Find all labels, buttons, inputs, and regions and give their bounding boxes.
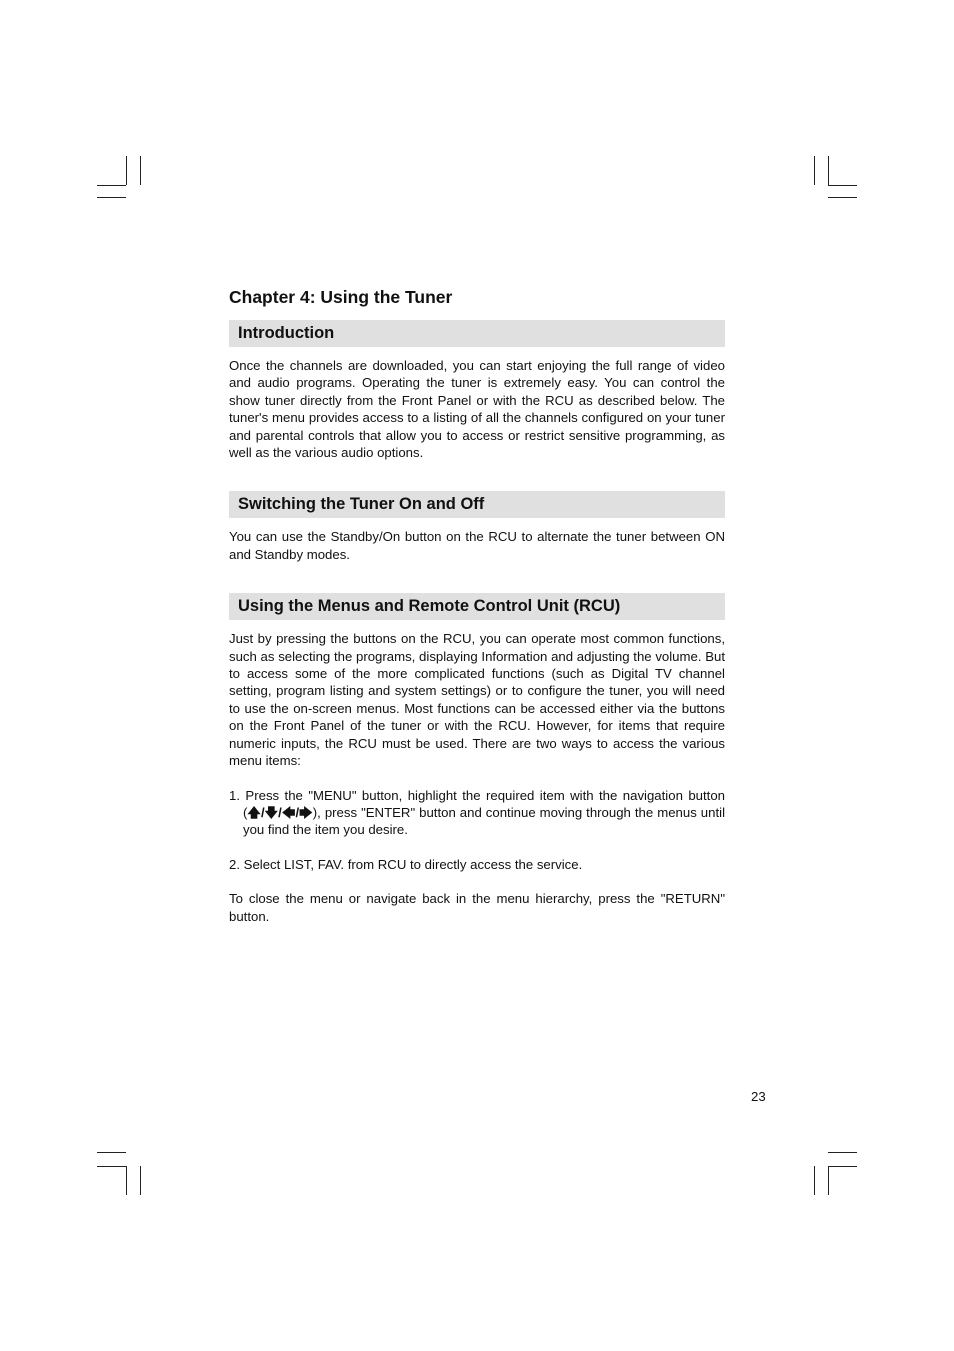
crop-mark-top-right-horizontal xyxy=(828,185,857,186)
list-item-menu-text-before: 1. Press the "MENU" button, highlight the required item with the navigation button ( xyxy=(229,787,725,820)
section-heading-switching: Switching the Tuner On and Off xyxy=(229,491,725,518)
list-item-select-list: 2. Select LIST, FAV. from RCU to directly access the service. xyxy=(229,856,583,872)
navigation-arrows-icon: 🡅/🡇/🡄/🡆 xyxy=(247,804,313,820)
crop-mark-bottom-left-vertical-outer xyxy=(140,1166,141,1195)
crop-mark-bottom-right-horizontal-outer xyxy=(828,1152,857,1153)
section-heading-introduction: Introduction xyxy=(229,320,725,347)
crop-mark-top-right-vertical-outer xyxy=(814,156,815,185)
crop-mark-bottom-left-horizontal-outer xyxy=(97,1152,126,1153)
crop-mark-top-right-vertical xyxy=(828,156,829,185)
closing-paragraph: To close the menu or navigate back in the menu hierarchy, press the "RETURN" button. xyxy=(229,891,725,924)
list-item-menu-text-after: ), press "ENTER" button and continue moving through the menus until you find the item you desire. xyxy=(243,804,725,838)
crop-mark-bottom-right-vertical-outer xyxy=(814,1166,815,1195)
crop-mark-top-left-horizontal xyxy=(97,185,126,186)
page-content xyxy=(229,284,725,925)
crop-mark-top-left-vertical-outer xyxy=(140,156,141,185)
switching-paragraph: You can use the Standby/On button on the RCU to alternate the tuner between ON and Standby modes. xyxy=(229,529,725,562)
page-number: 23 xyxy=(751,1089,766,1104)
crop-mark-top-right-horizontal-outer xyxy=(828,197,857,198)
introduction-paragraph: Once the channels are downloaded, you can start enjoying the full range of video and audio programs. Operating the tuner is extremely easy. You can control the show tuner directly from the Front Panel or with the RCU as described below. The tuner's menu provides access to a listing of all the channels configured on your tuner and parental controls that allow you to access or restrict sensitive programming, as well as the various audio options. xyxy=(229,358,725,461)
section-heading-menus-rcu: Using the Menus and Remote Control Unit (RCU) xyxy=(229,593,725,620)
crop-mark-bottom-right-horizontal xyxy=(828,1166,857,1167)
crop-mark-bottom-right-vertical xyxy=(828,1166,829,1195)
crop-mark-top-left-vertical xyxy=(126,156,127,185)
menus-paragraph: Just by pressing the buttons on the RCU, you can operate most common functions, such as selecting the programs, displaying Information and adjusting the volume. But to access some of the more complicated functions (such as Digital TV channel setting, program listing and system settings) or to configure the tuner, you will need to use the on-screen menus. Most functions can be accessed either via the buttons on the Front Panel of the tuner or with the RCU. However, for items that require numeric inputs, the RCU must be used. There are two ways to access the various menu items: xyxy=(229,631,725,769)
chapter-title: Chapter 4: Using the Tuner xyxy=(229,287,453,307)
crop-mark-bottom-left-horizontal xyxy=(97,1166,126,1167)
crop-mark-bottom-left-vertical xyxy=(126,1166,127,1195)
crop-mark-top-left-horizontal-outer xyxy=(97,197,126,198)
list-item-menu-button xyxy=(229,787,725,839)
